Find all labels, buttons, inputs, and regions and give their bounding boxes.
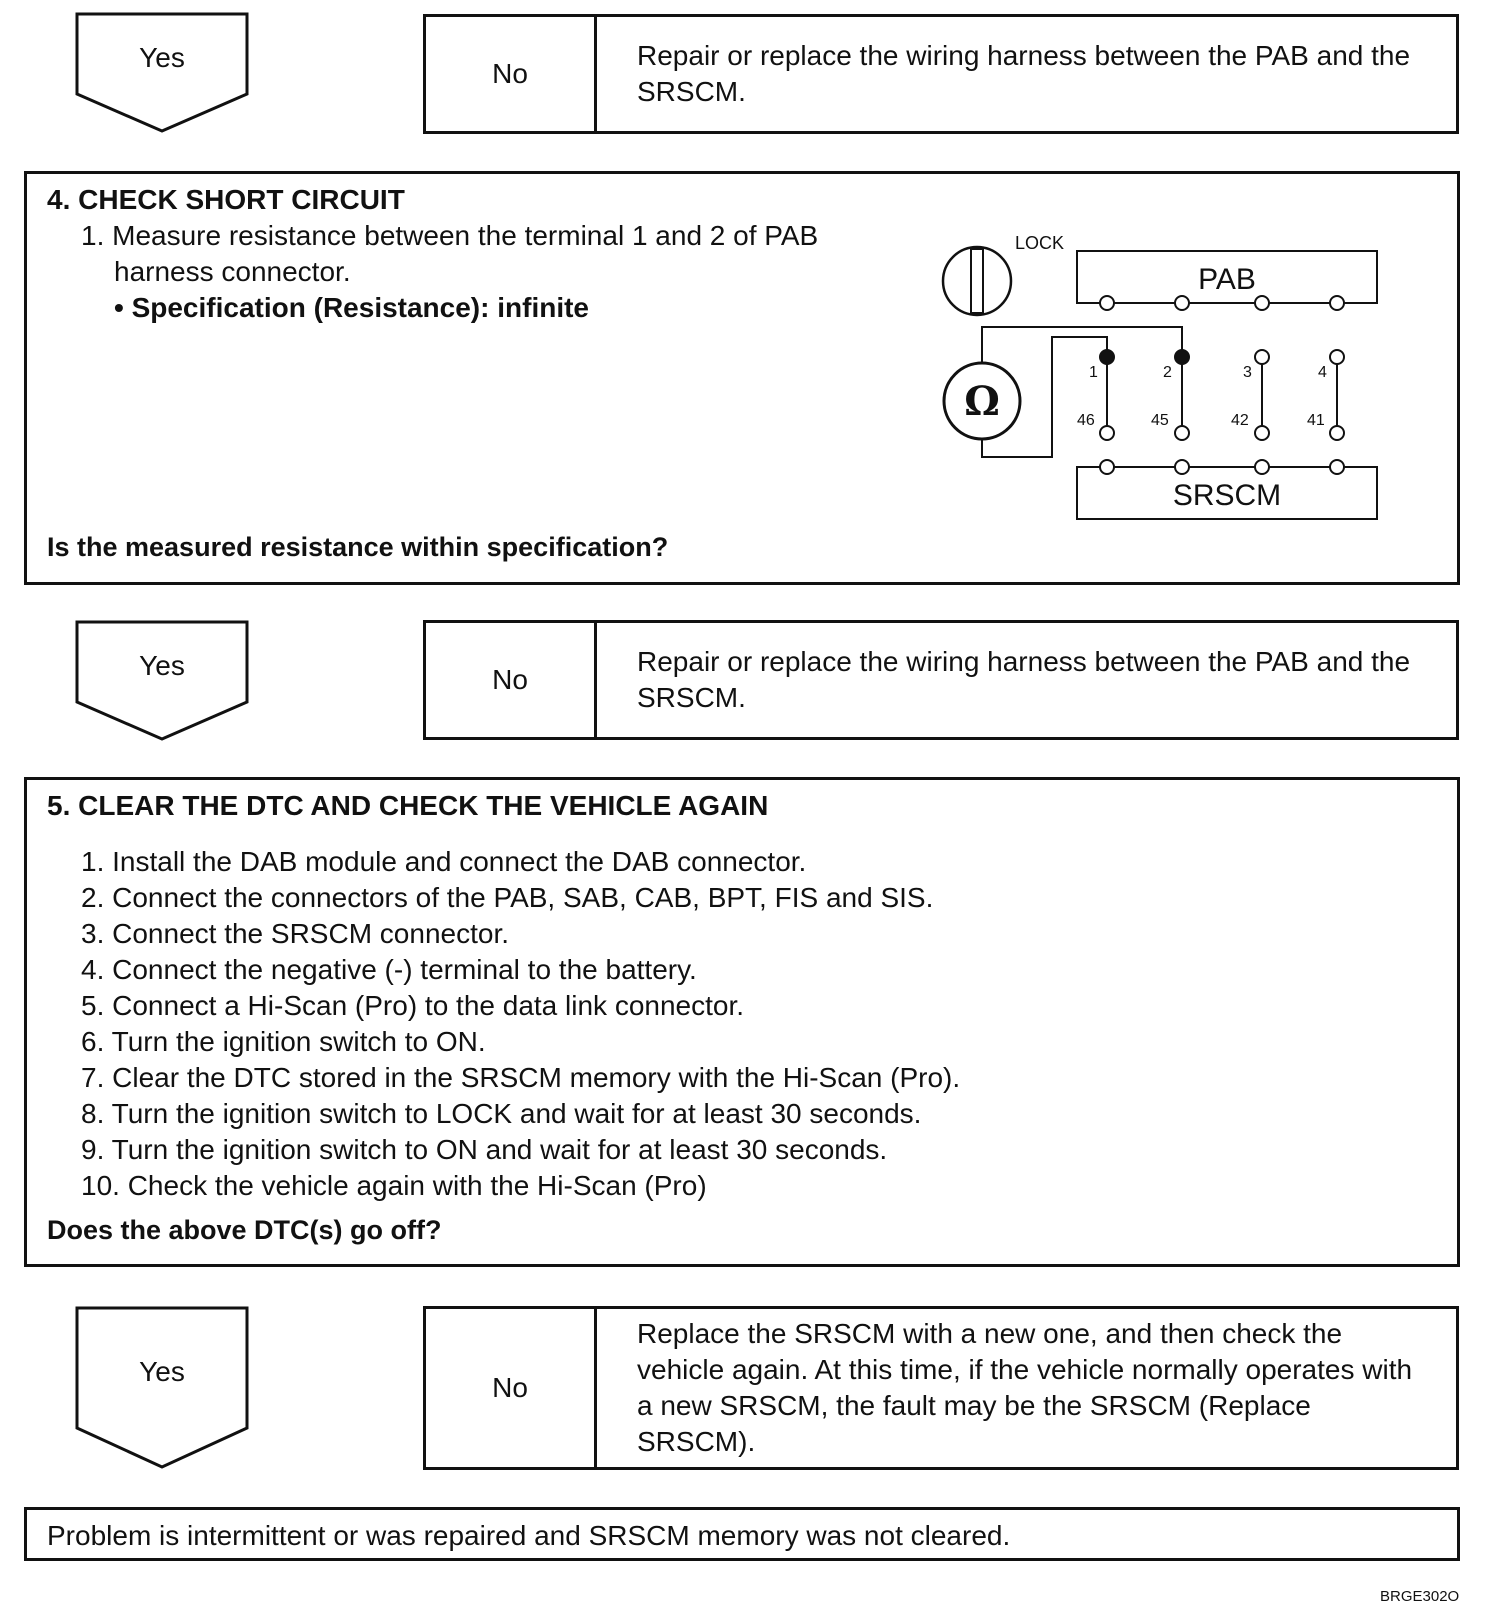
list-item: 3. Connect the SRSCM connector. xyxy=(81,918,509,949)
pin-label: 41 xyxy=(1307,412,1325,429)
yes-arrow-3 xyxy=(75,1306,249,1470)
step-4-box xyxy=(24,171,1460,585)
pin-label: 4 xyxy=(1318,364,1327,381)
specification: • Specification (Resistance): infinite xyxy=(114,292,590,323)
no-remedy-box-3 xyxy=(423,1306,1459,1470)
list-item: 7. Clear the DTC stored in the SRSCM memory with the Hi-Scan (Pro). xyxy=(81,1062,961,1093)
yes-label: Yes xyxy=(139,1356,185,1387)
pin-numbers xyxy=(1077,364,1327,429)
no-remedy-box-1 xyxy=(423,14,1459,134)
pin-label: 46 xyxy=(1077,412,1095,429)
ignition-lock-icon xyxy=(943,247,1011,315)
pin-label: 2 xyxy=(1163,364,1172,381)
list-item: 10. Check the vehicle again with the Hi-Scan (Pro) xyxy=(81,1170,707,1201)
list-item: 2. Connect the connectors of the PAB, SAB, CAB, BPT, FIS and SIS. xyxy=(81,882,934,913)
yes-label: Yes xyxy=(139,42,185,73)
harness-wires xyxy=(1107,357,1337,427)
no-remedy-box-2 xyxy=(423,620,1459,740)
circuit-diagram xyxy=(937,229,1407,529)
step-5-title: 5. CLEAR THE DTC AND CHECK THE VEHICLE AGAIN xyxy=(47,790,769,821)
step-4-item-1-cont: harness connector. xyxy=(114,256,351,287)
final-result-box xyxy=(24,1507,1460,1561)
remedy-text: Repair or replace the wiring harness between the PAB and the SRSCM. xyxy=(637,40,1411,107)
remedy-text: Repair or replace the wiring harness between the PAB and the SRSCM. xyxy=(637,646,1411,713)
pin-label: 1 xyxy=(1089,364,1098,381)
list-item: 6. Turn the ignition switch to ON. xyxy=(81,1026,486,1057)
list-item: 8. Turn the ignition switch to LOCK and wait for at least 30 seconds. xyxy=(81,1098,922,1129)
no-label: No xyxy=(426,1309,597,1467)
step-5-list xyxy=(81,844,960,1204)
pab-connector-label: PAB xyxy=(1198,263,1256,296)
list-item: 9. Turn the ignition switch to ON and wait for at least 30 seconds. xyxy=(81,1134,888,1165)
down-arrow-shape xyxy=(75,1306,249,1470)
yes-arrow-2 xyxy=(75,620,249,742)
list-item: 5. Connect a Hi-Scan (Pro) to the data link connector. xyxy=(81,990,745,1021)
final-result-text: Problem is intermittent or was repaired and SRSCM memory was not cleared. xyxy=(47,1520,1011,1551)
pin-label: 45 xyxy=(1151,412,1169,429)
step-5-box xyxy=(24,777,1460,1267)
step-5-question: Does the above DTC(s) go off? xyxy=(47,1215,442,1245)
list-item: 1. Install the DAB module and connect the DAB connector. xyxy=(81,846,807,877)
list-item: 4. Connect the negative (-) terminal to the battery. xyxy=(81,954,697,985)
step-4-title: 4. CHECK SHORT CIRCUIT xyxy=(47,184,405,215)
lock-label: LOCK xyxy=(1015,233,1065,253)
yes-label: Yes xyxy=(139,650,185,681)
pin-label: 3 xyxy=(1243,364,1252,381)
pin-label: 42 xyxy=(1231,412,1249,429)
remedy-text: Replace the SRSCM with a new one, and then check the vehicle again. At this time, if the vehicle normally operates with a new SRSCM, the fault may be the SRSCM (Replace SRSCM). xyxy=(637,1318,1413,1457)
no-label: No xyxy=(426,17,597,131)
srscm-connector-label: SRSCM xyxy=(1172,479,1282,512)
step-4-question: Is the measured resistance within specification? xyxy=(47,532,669,562)
yes-arrow-1 xyxy=(75,12,249,134)
no-label: No xyxy=(426,623,597,737)
ohm-symbol: Ω xyxy=(964,378,1000,425)
figure-code: BRGE302O xyxy=(1380,1588,1460,1605)
step-4-item-1: 1. Measure resistance between the terminal 1 and 2 of PAB xyxy=(81,220,819,251)
